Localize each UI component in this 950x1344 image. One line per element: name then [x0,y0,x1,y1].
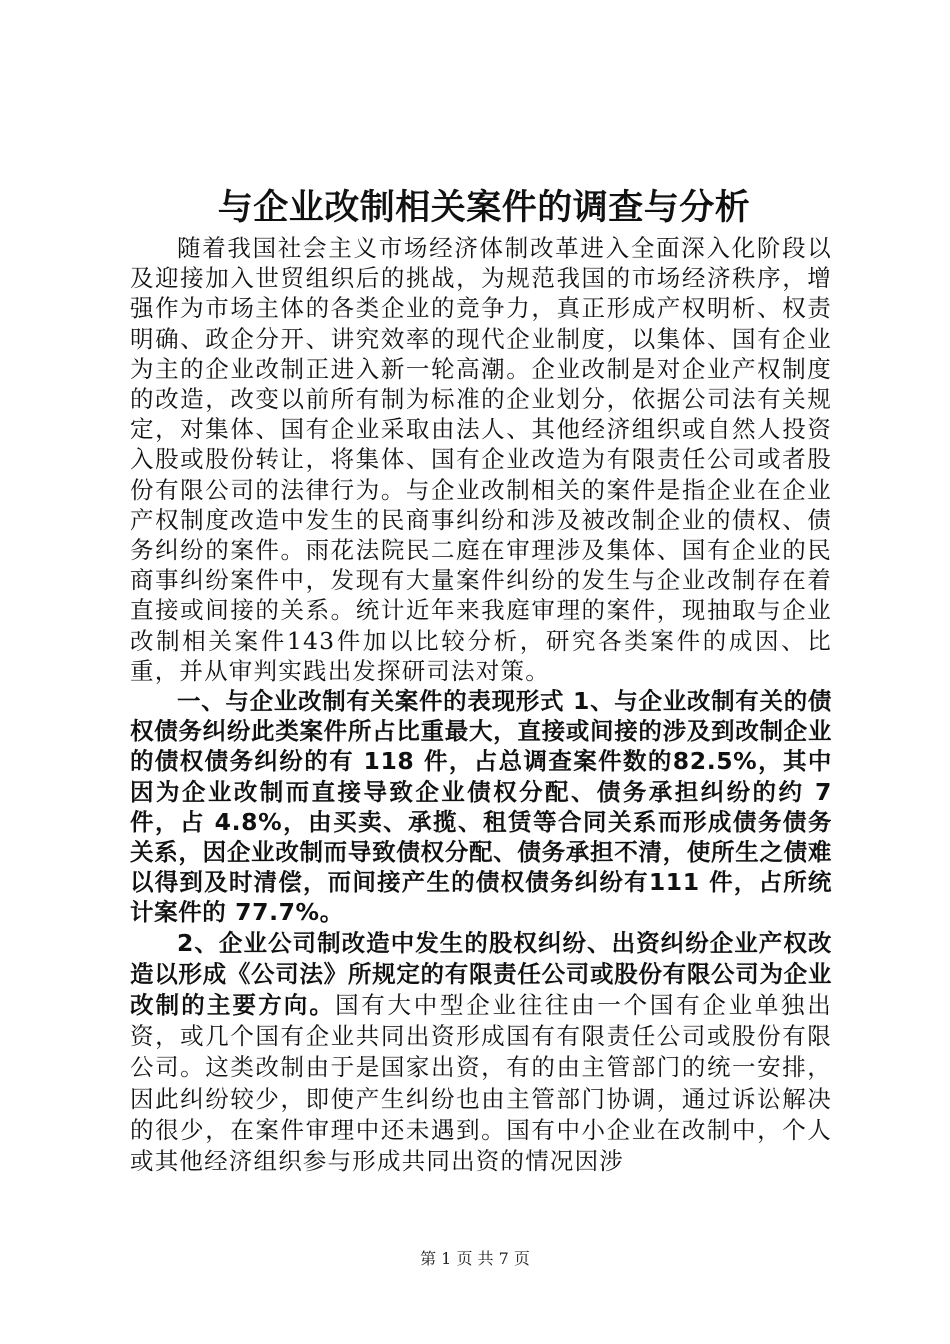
intro-paragraph: 随着我国社会主义市场经济体制改革进入全面深入化阶段以及迎接加入世贸组织后的挑战，为规范我国的市场经济秩序，增强作为市场主体的各类企业的竞争力，真正形成产权明析、权责明确、政企分开、讲究效率的现代企业制度，以集体、国有企业为主的企业改制正进入新一轮高潮。企业改制是对企业产权制度的改造，改变以前所有制为标准的企业划分，依据公司法有关规定，对集体、国有企业采取由法人、其他经济组织或自然人投资入股或股份转让，将集体、国有企业改造为有限责任公司或者股份有限公司的法律行为。与企业改制相关的案件是指企业在企业产权制度改造中发生的民商事纠纷和涉及被改制企业的债权、债务纠纷的案件。雨花法院民二庭在审理涉及集体、国有企业的民商事纠纷案件中，发现有大量案件纠纷的发生与企业改制存在着直接或间接的关系。统计近年来我庭审理的案件，现抽取与企业改制相关案件143件加以比较分析，研究各类案件的成因、比重，并从审判实践出发探研司法对策。 [130,234,832,685]
document-title: 与企业改制相关案件的调查与分析 [217,188,751,228]
document-page [130,183,832,1177]
section-2-paragraph [130,928,832,1178]
page-number-footer: 第 1 页 共 7 页 [420,1249,530,1268]
section-1-paragraph: 一、与企业改制有关案件的表现形式 1、与企业改制有关的债权债务纠纷此类案件所占比重最大，直接或间接的涉及到改制企业的债权债务纠纷的有 118 件，占总调查案件数的82.5%，其中因为企业改制而直接导致企业债权分配、债务承担纠纷的约 7 件，占 4.8%，由买卖、承揽、租赁等合同关系而形成债务债务关系，因企业改制而导致债权分配、债务承担不清，使所生之债难以得到及时清偿，而间接产生的债权债务纠纷有111 件，占所统计案件的 77.7%。 [130,687,832,927]
section-2-heading: 2、企业公司制改造中发生的股权纠纷、出资纠纷企业产权改造以形成《公司法》所规定的有限责任公司或股份有限公司为企业改制的主要方向。 [130,928,832,1020]
section-2-body: 国有大中型企业往往由一个国有企业单独出资，或几个国有企业共同出资形成国有有限责任公司或股份有限公司。这类改制由于是国家出资，有的由主管部门的统一安排，因此纠纷较少，即使产生纠纷也由主管部门协调，通过诉讼解决的很少，在案件审理中还未遇到。国有中小企业在改制中，个人或其他经济组织参与形成共同出资的情况因涉 [130,991,832,1176]
